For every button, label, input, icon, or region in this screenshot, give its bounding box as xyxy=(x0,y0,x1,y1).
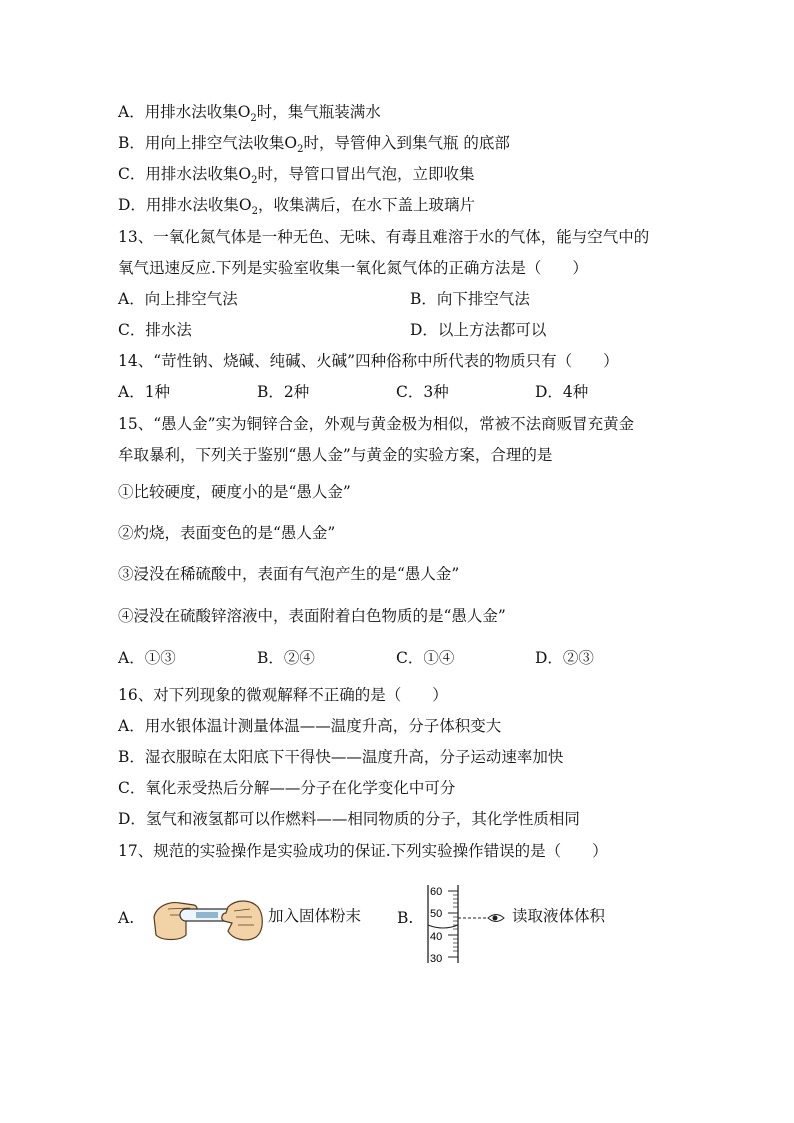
q13-option-b: B．向下排空气法 xyxy=(410,290,530,308)
q12-option-d: D．用排水法收集$O_2$，收集满后，在水下盖上玻璃片 xyxy=(118,196,476,218)
graduated-cylinder-illustration xyxy=(420,883,530,965)
q17-option-b-caption: 读取液体体积 xyxy=(512,907,606,925)
q15-stem-line1: 15、“愚人金”实为铜锌合金，外观与黄金极为相似，常被不法商贩冒充黄金 xyxy=(118,415,635,433)
q17-option-a-caption: 加入固体粉末 xyxy=(268,907,362,925)
q13-option-c: C．排水法 xyxy=(118,321,192,339)
q16-option-c: C．氧化汞受热后分解——分子在化学变化中可分 xyxy=(118,779,456,797)
q15-stem-line2: 牟取暴利，下列关于鉴别“愚人金”与黄金的实验方案，合理的是 xyxy=(118,446,553,464)
q13-option-d: D．以上方法都可以 xyxy=(410,321,547,339)
q15-item-1: ①比较硬度，硬度小的是“愚人金” xyxy=(118,483,351,501)
q14-option-c: C．3种 xyxy=(396,383,449,401)
q17-stem: 17、规范的实验操作是实验成功的保证.下列实验操作错误的是（ ） xyxy=(118,842,608,860)
cylinder-tick-30: 30 xyxy=(430,953,443,965)
q13-option-a: A．向上排空气法 xyxy=(118,290,238,308)
eye-icon xyxy=(488,915,504,922)
q15-option-b: B．②④ xyxy=(257,649,315,667)
q15-option-c: C．①④ xyxy=(396,649,455,667)
cylinder-tick-40: 40 xyxy=(430,931,443,943)
q13-stem-line2: 氧气迅速反应.下列是实验室收集一氧化氮气体的正确方法是（ ） xyxy=(118,259,588,277)
q15-item-3: ③浸没在稀硫酸中，表面有气泡产生的是“愚人金” xyxy=(118,565,460,583)
q15-item-2: ②灼烧，表面变色的是“愚人金” xyxy=(118,524,336,542)
q16-option-a: A．用水银体温计测量体温——温度升高，分子体积变大 xyxy=(118,717,502,735)
q12-option-c: C．用排水法收集$O_2$时，导管口冒出气泡，立即收集 xyxy=(118,165,475,187)
q15-option-d: D．②③ xyxy=(535,649,594,667)
q15-item-4: ④浸没在硫酸锌溶液中，表面附着白色物质的是“愚人金” xyxy=(118,607,506,625)
q14-stem: 14、“苛性钠、烧碱、纯碱、火碱”四种俗称中所代表的物质只有（ ） xyxy=(118,352,619,370)
test-tube-hands-illustration xyxy=(150,895,266,943)
q14-option-a: A．1种 xyxy=(118,383,171,401)
q15-option-a: A．①③ xyxy=(118,649,176,667)
q17-option-a-letter: A. xyxy=(118,909,135,927)
cylinder-tick-50: 50 xyxy=(430,908,443,920)
q13-stem-line1: 13、一氧化氮气体是一种无色、无味、有毒且难溶于水的气体，能与空气中的 xyxy=(118,228,650,246)
q16-option-d: D．氢气和液氢都可以作燃料——相同物质的分子，其化学性质相同 xyxy=(118,810,580,828)
q14-option-b: B．2种 xyxy=(257,383,310,401)
q14-option-d: D．4种 xyxy=(535,383,589,401)
cylinder-tick-60: 60 xyxy=(430,886,443,898)
q16-option-b: B．湿衣服晾在太阳底下干得快——温度升高，分子运动速率加快 xyxy=(118,748,564,766)
q17-option-b-letter: B. xyxy=(397,909,414,927)
q16-stem: 16、对下列现象的微观解释不正确的是（ ） xyxy=(118,686,448,704)
q12-option-a: A．用排水法收集$O_2$时，集气瓶装满水 xyxy=(118,103,381,125)
q12-option-b: B．用向上排空气法收集$O_2$时，导管伸入到集气瓶 的底部 xyxy=(118,134,510,156)
